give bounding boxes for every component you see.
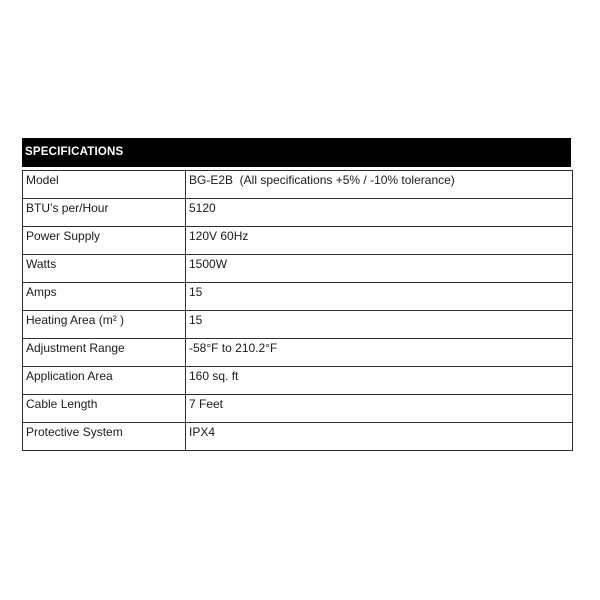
spec-label: Protective System xyxy=(23,423,186,451)
spec-value: IPX4 xyxy=(186,423,573,451)
spec-value: 1500W xyxy=(186,255,573,283)
spec-label: Model xyxy=(23,171,186,199)
specifications-header: SPECIFICATIONS xyxy=(22,138,571,167)
spec-label: BTU’s per/Hour xyxy=(23,199,186,227)
table-row xyxy=(23,171,573,199)
table-row xyxy=(23,283,573,311)
spec-value: 160 sq. ft xyxy=(186,367,573,395)
table-row xyxy=(23,227,573,255)
table-row xyxy=(23,339,573,367)
spec-value: 5120 xyxy=(186,199,573,227)
spec-label: Heating Area (m² ) xyxy=(23,311,186,339)
spec-value: 15 xyxy=(186,283,573,311)
spec-label: Adjustment Range xyxy=(23,339,186,367)
table-row xyxy=(23,311,573,339)
spec-value: 120V 60Hz xyxy=(186,227,573,255)
spec-label: Amps xyxy=(23,283,186,311)
spec-label: Cable Length xyxy=(23,395,186,423)
spec-label: Power Supply xyxy=(23,227,186,255)
spec-value: 15 xyxy=(186,311,573,339)
spec-value: BG-E2B (All specifications +5% / -10% tolerance) xyxy=(186,171,573,199)
spec-label: Application Area xyxy=(23,367,186,395)
specifications-block xyxy=(22,138,573,451)
table-row xyxy=(23,255,573,283)
table-row xyxy=(23,423,573,451)
spec-value: -58°F to 210.2°F xyxy=(186,339,573,367)
spec-label: Watts xyxy=(23,255,186,283)
specifications-table xyxy=(22,170,573,451)
table-row xyxy=(23,199,573,227)
spec-value: 7 Feet xyxy=(186,395,573,423)
table-row xyxy=(23,395,573,423)
table-row xyxy=(23,367,573,395)
